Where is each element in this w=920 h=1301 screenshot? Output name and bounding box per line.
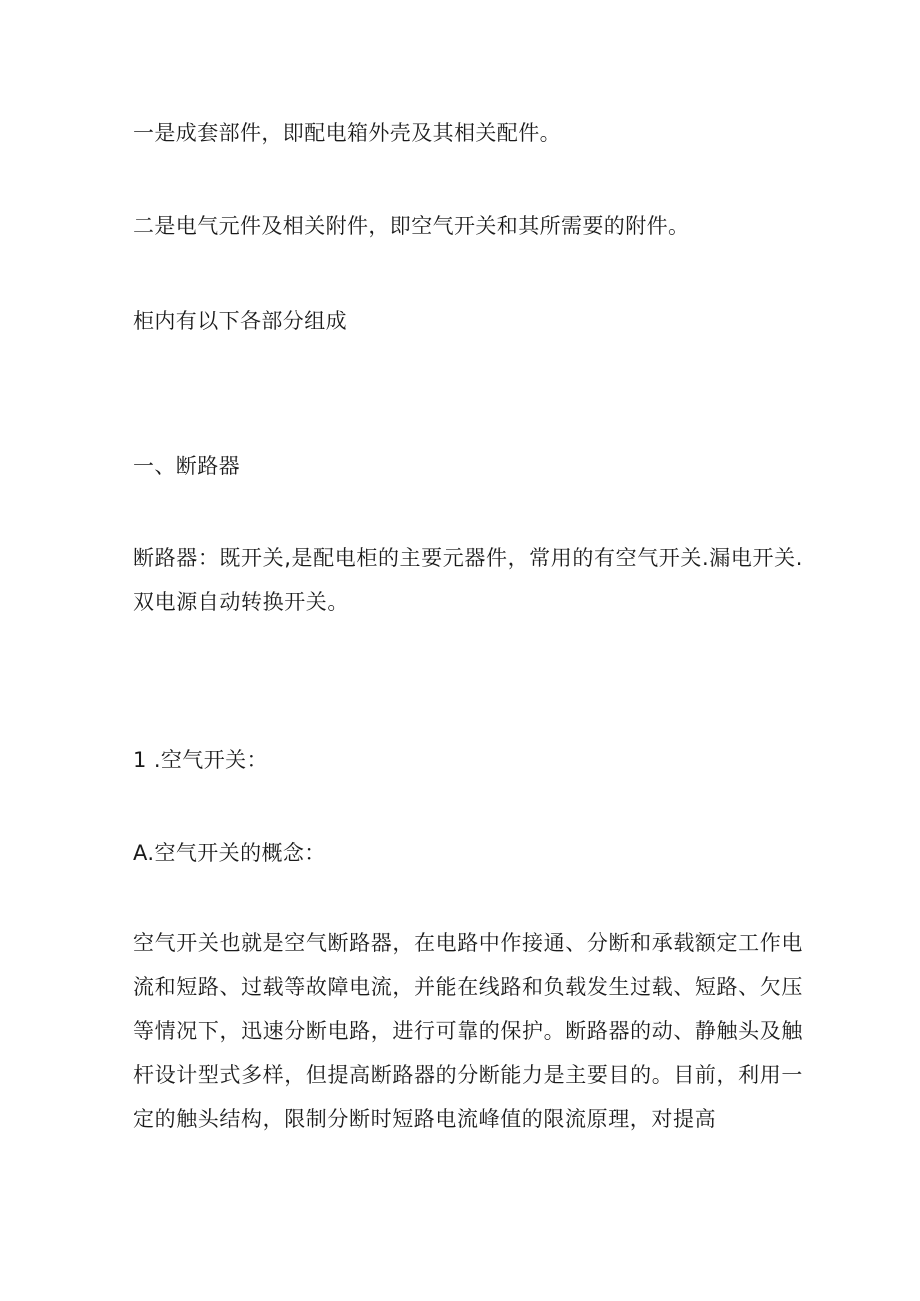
heading-air-switch-concept: A.空气开关的概念： — [133, 841, 326, 865]
paragraph-air-switch-concept: 空气开关也就是空气断路器，在电路中作接通、分断和承载额定工作电流和短路、过载等故障电流，并能在线路和负载发生过载、短路、欠压等情况下，迅速分断电路，进行可靠的保护。断路器的动、静触头及触杆设计型式多样，但提高断路器的分断能力是主要目的。目前，利用一定的触头结构，限制分断时短路电流峰值的限流原理，对提高 — [133, 931, 803, 1131]
paragraph-components-2: 二是电气元件及相关附件，即空气开关和其所需要的附件。 — [133, 214, 690, 238]
paragraph-cabinet-intro: 柜内有以下各部分组成 — [133, 309, 347, 333]
subsection-heading-air-switch: 1 .空气开关： — [133, 748, 268, 772]
section-heading-breaker: 一、断路器 — [133, 454, 240, 478]
paragraph-components-1: 一是成套部件，即配电箱外壳及其相关配件。 — [133, 121, 561, 145]
paragraph-breaker-intro: 断路器：既开关,是配电柜的主要元器件，常用的有空气开关.漏电开关.双电源自动转换开关。 — [133, 546, 803, 614]
